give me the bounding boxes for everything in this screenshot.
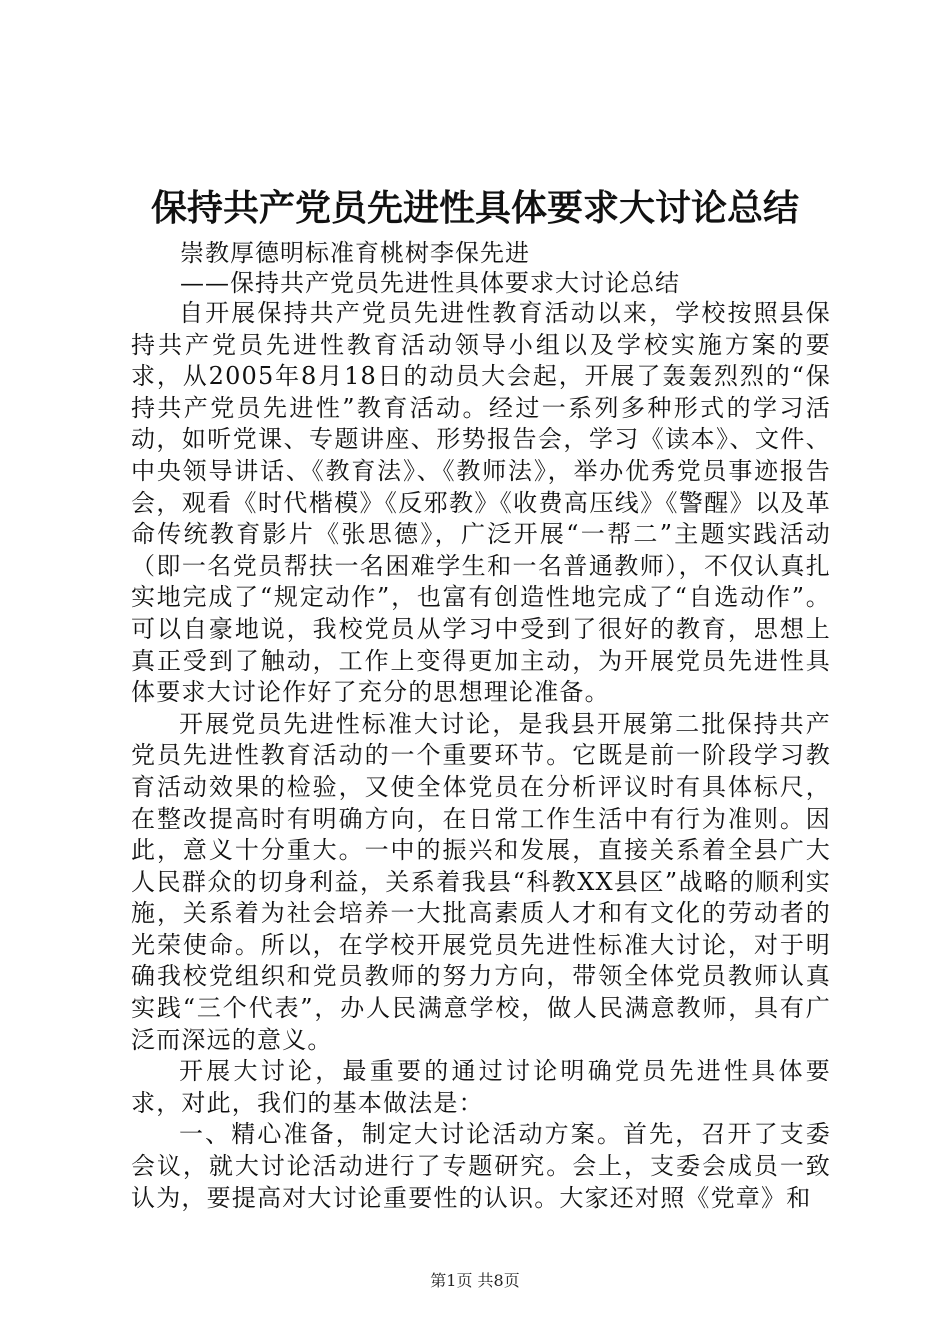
subtitle-line-1: 崇教厚德明标准育桃树李保先进: [180, 239, 530, 267]
document-body: [131, 298, 831, 1214]
paragraph-3: 开展大讨论，最重要的通过讨论明确党员先进性具体要求，对此，我们的基本做法是：: [131, 1057, 831, 1117]
paragraph-4: 一、精心准备，制定大讨论活动方案。首先，召开了支委会议，就大讨论活动进行了专题研究。会上，支委会成员一致认为，要提高对大讨论重要性的认识。大家还对照《党章》和: [131, 1120, 831, 1212]
subtitle-line-2: ——保持共产党员先进性具体要求大讨论总结: [180, 269, 680, 297]
page-number-footer: 第1页 共8页: [430, 1271, 520, 1290]
paragraph-2: 开展党员先进性标准大讨论，是我县开展第二批保持共产党员先进性教育活动的一个重要环节。它既是前一阶段学习教育活动效果的检验，又使全体党员在分析评议时有具体标尺，在整改提高时有明确方向，在日常工作生活中有行为准则。因此，意义十分重大。一中的振兴和发展，直接关系着全县广大人民群众的切身利益，关系着我县“科教XX县区”战略的顺利实施，关系着为社会培养一大批高素质人才和有文化的劳动者的光荣使命。所以，在学校开展党员先进性标准大讨论，对于明确我校党组织和党员教师的努力方向，带领全体党员教师认真实践“三个代表”，办人民满意学校，做人民满意教师，具有广泛而深远的意义。: [131, 709, 831, 1054]
paragraph-1: 自开展保持共产党员先进性教育活动以来，学校按照县保持共产党员先进性教育活动领导小组以及学校实施方案的要求，从2005年8月18日的动员大会起，开展了轰轰烈烈的“保持共产党员先进性”教育活动。经过一系列多种形式的学习活动，如听党课、专题讲座、形势报告会，学习《读本》、文件、中央领导讲话、《教育法》、《教师法》，举办优秀党员事迹报告会，观看《时代楷模》《反邪教》《收费高压线》《警醒》以及革命传统教育影片《张思德》，广泛开展“一帮二”主题实践活动（即一名党员帮扶一名困难学生和一名普通教师），不仅认真扎实地完成了“规定动作”，也富有创造性地完成了“自选动作”。可以自豪地说，我校党员从学习中受到了很好的教育，思想上真正受到了触动，工作上变得更加主动，为开展党员先进性具体要求大讨论作好了充分的思想理论准备。: [131, 299, 831, 707]
document-title: 保持共产党员先进性具体要求大讨论总结: [150, 187, 799, 229]
